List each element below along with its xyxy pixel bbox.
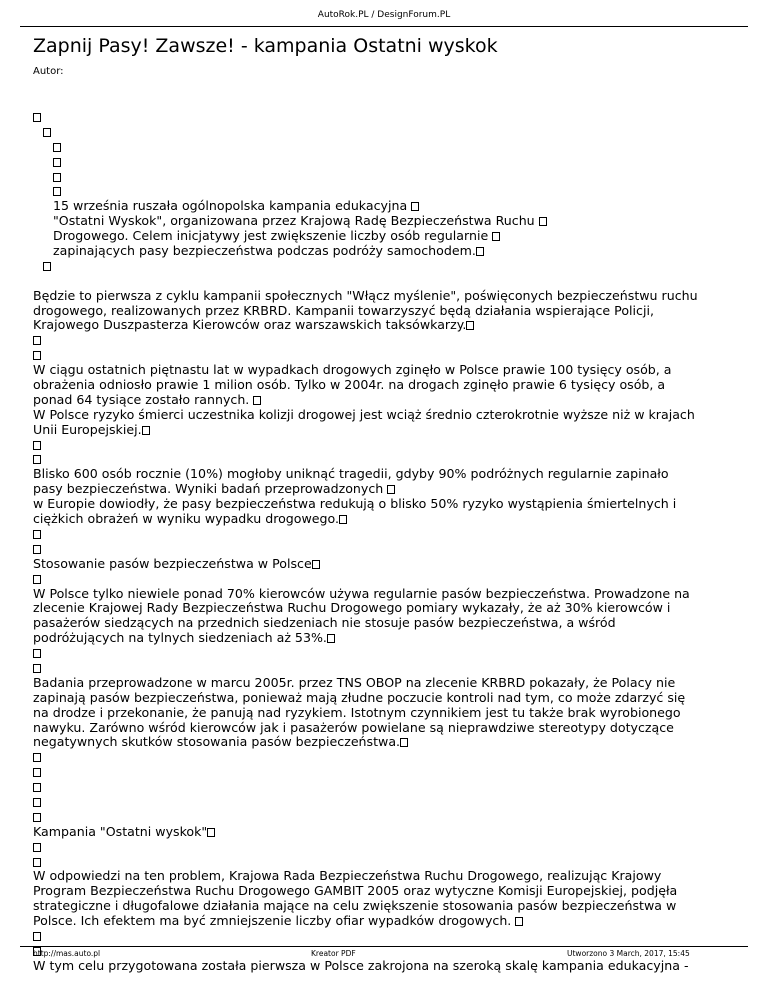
text-line: [33, 646, 733, 661]
line-text: Badania przeprowadzone w marcu 2005r. przez TNS OBOP na zlecenie KRBRD pokazały, że Polacy nie: [33, 674, 676, 690]
text-line: [33, 304, 733, 319]
line-text: zapinają pasów bezpieczeństwa, ponieważ mają złudne poczucie kontroli nad tym, co może zdarzyć się: [33, 689, 686, 705]
text-line: [33, 721, 733, 736]
missing-glyph-icon: [33, 336, 41, 345]
line-text: obrażenia odniosło prawie 1 milion osób. Tylko w 2004r. na drogach zginęło prawie 6 tysięcy osób, a: [33, 377, 666, 393]
text-line: [33, 869, 733, 884]
article-title: Zapnij Pasy! Zawsze! - kampania Ostatni wyskok: [33, 35, 498, 57]
line-text: Blisko 600 osób rocznie (10%) mogłoby uniknąć tragedii, gdyby 90% podróżnych regularnie zapinało: [33, 466, 669, 482]
missing-glyph-icon: [33, 798, 41, 807]
missing-glyph-icon: [253, 396, 261, 405]
text-line: [33, 572, 733, 587]
line-text: Polsce. Ich efektem ma być zmniejszenie liczby ofiar wypadków drogowych.: [33, 913, 516, 929]
text-line: [33, 378, 733, 393]
missing-glyph-icon: [142, 426, 150, 435]
line-text: W ciągu ostatnich piętnastu lat w wypadkach drogowych zginęło w Polsce prawie 100 tysięcy osób, a: [33, 362, 672, 378]
text-line: [33, 840, 733, 855]
missing-glyph-icon: [207, 828, 215, 837]
missing-glyph-icon: [33, 753, 41, 762]
text-line: [33, 527, 733, 542]
missing-glyph-icon: [33, 455, 41, 464]
missing-glyph-icon: [515, 917, 523, 926]
line-text: Stosowanie pasów bezpieczeństwa w Polsce: [33, 555, 312, 571]
line-text: W tym celu przygotowana została pierwsza w Polsce zakrojona na szeroką skalę kampania edukacyjna -: [33, 957, 689, 973]
text-line: [33, 661, 733, 676]
missing-glyph-icon: [33, 843, 41, 852]
missing-glyph-icon: [33, 545, 41, 554]
text-line: [33, 393, 733, 408]
text-line: [33, 244, 733, 259]
line-text: ponad 64 tysiące zostało rannych.: [33, 391, 254, 407]
text-line: [33, 170, 733, 185]
line-text: 15 września ruszała ogólnopolska kampania edukacyjna: [53, 198, 412, 214]
text-line: [33, 363, 733, 378]
missing-glyph-icon: [339, 515, 347, 524]
text-line: [33, 110, 733, 125]
line-text: W odpowiedzi na ten problem, Krajowa Rada Bezpieczeństwa Ruchu Drogowego, realizując Krajowy: [33, 868, 662, 884]
missing-glyph-icon: [476, 247, 484, 256]
line-text: nawyku. Zarówno wśród kierowców jak i pasażerów powielane są nieprawdziwe stereotypy dotyczące: [33, 719, 674, 735]
missing-glyph-icon: [33, 932, 41, 941]
text-line: [33, 438, 733, 453]
line-text: drogowego, realizowanych przez KRBRD. Kampanii towarzyszyć będą działania wspierające Policji,: [33, 302, 654, 318]
text-line: [33, 229, 733, 244]
text-line: [33, 780, 733, 795]
text-line: [33, 125, 733, 140]
line-text: W Polsce ryzyko śmierci uczestnika kolizji drogowej jest wciąż średnio czterokrotnie wyższe niż w krajach: [33, 406, 695, 422]
missing-glyph-icon: [53, 143, 61, 152]
missing-glyph-icon: [33, 813, 41, 822]
line-text: ciężkich obrażeń w wyniku wypadku drogowego.: [33, 511, 340, 527]
missing-glyph-icon: [53, 187, 61, 196]
article-body: [33, 110, 733, 974]
text-line: [33, 587, 733, 602]
line-text: zapinających pasy bezpieczeństwa podczas podróży samochodem.: [53, 243, 476, 259]
text-line: [33, 408, 733, 423]
line-text: Krajowego Duszpasterza Kierowców oraz warszawskich taksówkarzy.: [33, 317, 467, 333]
line-text: na drodze i przekonanie, że panują nad ryzykiem. Istotnym czynnikiem jest tu także brak wyrobionego: [33, 704, 681, 720]
text-line: [33, 274, 733, 289]
text-line: [33, 512, 733, 527]
line-text: Będzie to pierwsza z cyklu kampanii społecznych "Włącz myślenie", poświęconych bezpieczeństwu ruchu: [33, 287, 698, 303]
missing-glyph-icon: [33, 649, 41, 658]
text-line: [33, 467, 733, 482]
missing-glyph-icon: [492, 232, 500, 241]
text-line: [33, 452, 733, 467]
text-line: [33, 348, 733, 363]
footer-url: http://mas.auto.pl: [33, 949, 101, 958]
missing-glyph-icon: [33, 351, 41, 360]
text-line: [33, 333, 733, 348]
text-line: [33, 542, 733, 557]
missing-glyph-icon: [387, 485, 395, 494]
line-text: Unii Europejskiej.: [33, 421, 142, 437]
line-text: strategiczne i długofalowe działania mające na celu zwiększenie stosowania pasów bezpieczeństwa w: [33, 898, 677, 914]
missing-glyph-icon: [53, 173, 61, 182]
text-line: [33, 482, 733, 497]
text-line: [33, 765, 733, 780]
missing-glyph-icon: [312, 560, 320, 569]
missing-glyph-icon: [411, 202, 419, 211]
line-text: "Ostatni Wyskok", organizowana przez Krajową Radę Bezpieczeństwa Ruchu: [53, 213, 539, 229]
text-line: [33, 423, 733, 438]
text-line: [33, 855, 733, 870]
line-text: Program Bezpieczeństwa Ruchu Drogowego GAMBIT 2005 oraz wytyczne Komisji Europejskiej, podjęła: [33, 883, 678, 899]
missing-glyph-icon: [400, 738, 408, 747]
line-text: Drogowego. Celem inicjatywy jest zwiększenie liczby osób regularnie: [53, 228, 493, 244]
text-line: [33, 259, 733, 274]
text-line: [33, 214, 733, 229]
missing-glyph-icon: [33, 575, 41, 584]
text-line: [33, 884, 733, 899]
text-line: [33, 184, 733, 199]
text-line: [33, 497, 733, 512]
text-line: [33, 914, 733, 929]
missing-glyph-icon: [53, 158, 61, 167]
text-line: [33, 155, 733, 170]
missing-glyph-icon: [539, 217, 547, 226]
missing-glyph-icon: [43, 262, 51, 271]
text-line: [33, 735, 733, 750]
missing-glyph-icon: [466, 321, 474, 330]
footer-created: Utworzono 3 March, 2017, 15:45: [567, 949, 690, 958]
text-line: [33, 959, 733, 974]
text-line: [33, 616, 733, 631]
text-line: [33, 899, 733, 914]
line-text: w Europie dowiodły, że pasy bezpieczeństwa redukują o blisko 50% ryzyko wystąpienia śmiertelnych i: [33, 496, 677, 512]
text-line: [33, 750, 733, 765]
missing-glyph-icon: [33, 664, 41, 673]
text-line: [33, 601, 733, 616]
text-line: [33, 289, 733, 304]
missing-glyph-icon: [33, 530, 41, 539]
missing-glyph-icon: [33, 783, 41, 792]
footer-divider: [20, 946, 748, 947]
text-line: [33, 810, 733, 825]
text-line: [33, 199, 733, 214]
line-text: W Polsce tylko niewiele ponad 70% kierowców używa regularnie pasów bezpieczeństwa. Prowadzone na: [33, 585, 690, 601]
text-line: [33, 691, 733, 706]
text-line: [33, 557, 733, 572]
text-line: [33, 795, 733, 810]
text-line: [33, 706, 733, 721]
footer-generator: Kreator PDF: [311, 949, 356, 958]
line-text: Kampania "Ostatni wyskok": [33, 823, 208, 839]
missing-glyph-icon: [33, 768, 41, 777]
line-text: zlecenie Krajowej Rady Bezpieczeństwa Ruchu Drogowego pomiary wykazały, że aż 30% kierowców i: [33, 600, 671, 616]
line-text: pasażerów siedzących na przednich siedzeniach nie stosuje pasów bezpieczeństwa, a wśród: [33, 615, 616, 631]
text-line: [33, 318, 733, 333]
line-text: pasy bezpieczeństwa. Wyniki badań przeprowadzonych: [33, 481, 388, 497]
text-line: [33, 140, 733, 155]
missing-glyph-icon: [33, 441, 41, 450]
missing-glyph-icon: [33, 858, 41, 867]
author-label: Autor:: [33, 66, 64, 77]
text-line: [33, 676, 733, 691]
missing-glyph-icon: [33, 113, 41, 122]
header-divider: [20, 26, 748, 27]
line-text: negatywnych skutków stosowania pasów bezpieczeństwa.: [33, 734, 401, 750]
missing-glyph-icon: [327, 634, 335, 643]
text-line: [33, 929, 733, 944]
site-header: AutoRok.PL / DesignForum.PL: [317, 10, 451, 20]
missing-glyph-icon: [43, 128, 51, 137]
text-line: [33, 825, 733, 840]
line-text: podróżujących na tylnych siedzeniach aż 53%.: [33, 630, 327, 646]
text-line: [33, 631, 733, 646]
